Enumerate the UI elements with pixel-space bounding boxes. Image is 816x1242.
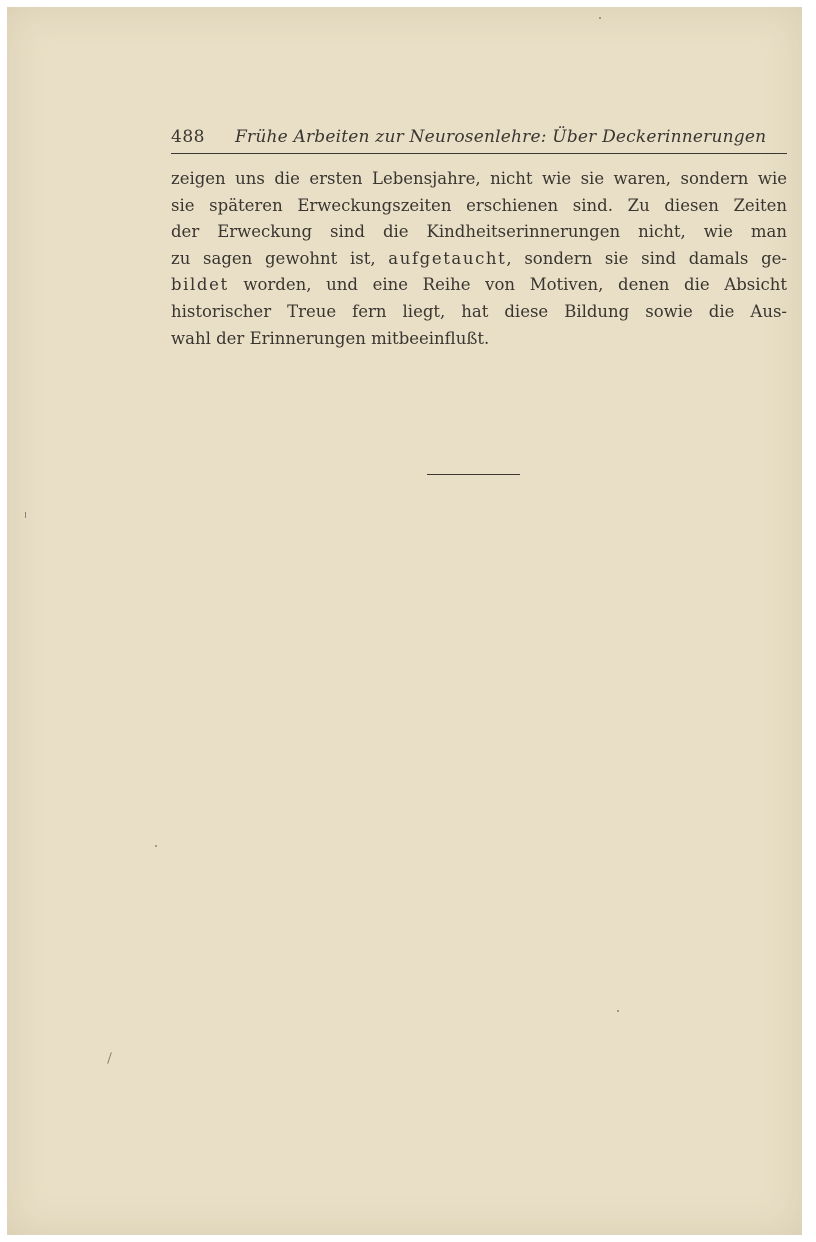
text-line: wahl der Erinnerungen mitbeeinflußt. — [171, 328, 490, 348]
text-line: zeigen uns die ersten Lebensjahre, nicht wie sie waren, sondern wie — [171, 169, 787, 188]
book-page — [7, 7, 802, 1235]
emphasized-word: bildet — [171, 275, 229, 295]
text-line: sie späteren Erweckungszeiten erschienen sind. Zu diesen Zeiten — [171, 195, 787, 215]
page-number: 488 — [171, 127, 205, 147]
paper-speck — [599, 17, 601, 19]
running-head — [171, 127, 787, 154]
running-title: Frühe Arbeiten zur Neurosenlehre: Über Deckerinnerungen — [235, 127, 767, 147]
emphasized-word: aufgetaucht — [388, 248, 507, 268]
paper-speck — [617, 1010, 619, 1012]
section-end-rule — [427, 474, 520, 475]
text-line: der Erweckung sind die Kindheitserinnerungen nicht, wie man — [171, 222, 787, 242]
text-line: zu sagen gewohnt ist, aufgetaucht, sondern sie sind damals ge- — [171, 248, 788, 268]
paper-speck — [25, 512, 26, 518]
paper-speck — [155, 845, 157, 847]
paper-speck — [107, 1052, 112, 1064]
text-line: historischer Treue fern liegt, hat diese Bildung sowie die Aus- — [171, 301, 787, 321]
body-paragraph — [171, 166, 787, 352]
text-line: bildet worden, und eine Reihe von Motiven, denen die Absicht — [171, 275, 787, 295]
